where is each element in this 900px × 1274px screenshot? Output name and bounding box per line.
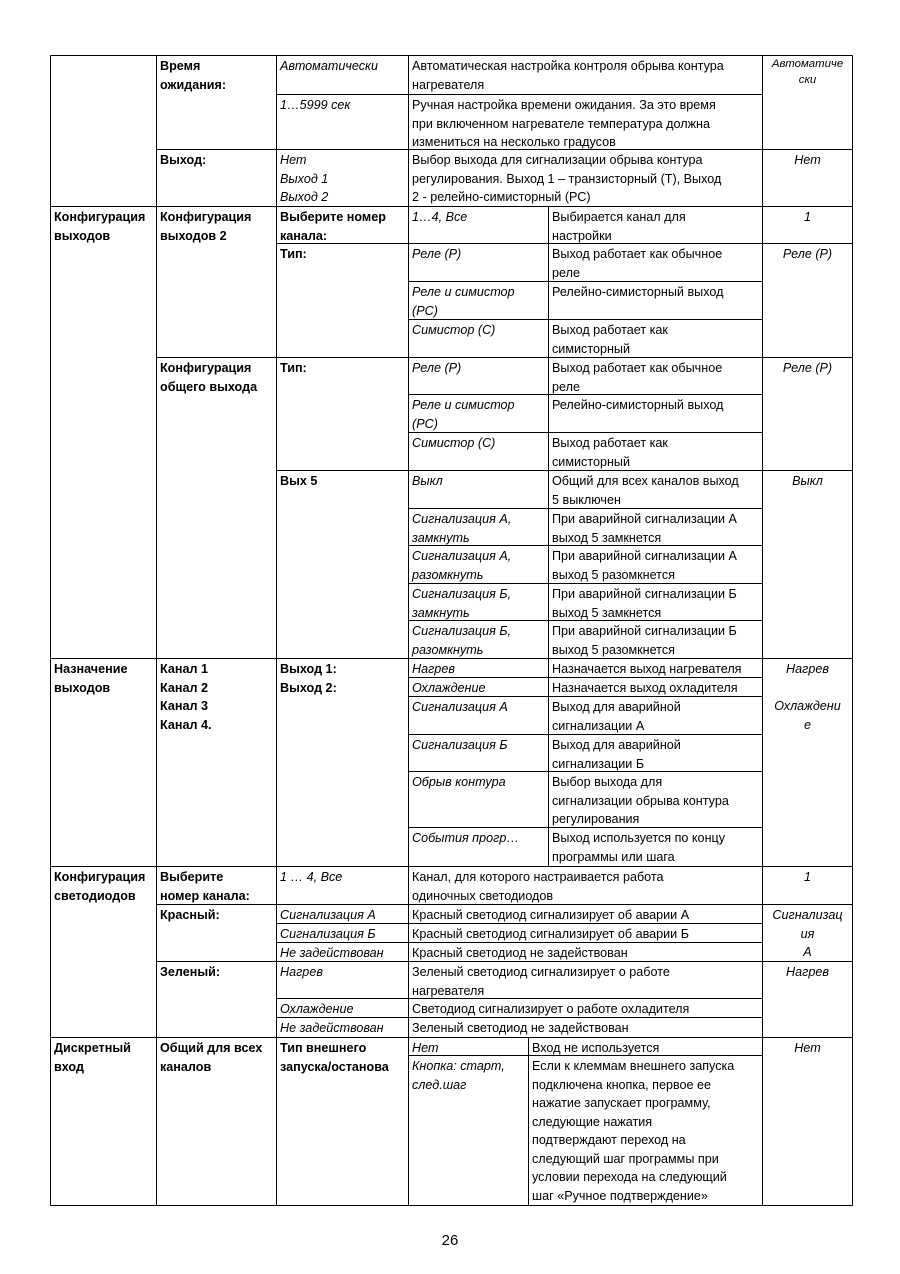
table-cell: Тип: bbox=[280, 361, 307, 375]
table-cell: Нагрев bbox=[280, 965, 323, 979]
table-cell: Охлаждение bbox=[412, 681, 486, 695]
table-cell: Нагрев Охлаждени е bbox=[774, 662, 841, 732]
table-cell: Ручная настройка времени ожидания. За это время при включенном нагревателе температура должна измениться на несколько градусов bbox=[412, 98, 716, 149]
table-cell: Релейно-симисторный выход bbox=[552, 285, 724, 299]
table-cell: Нет Выход 1 Выход 2 bbox=[280, 153, 329, 204]
table-cell: Релейно-симисторный выход bbox=[552, 398, 724, 412]
table-cell: Выход работает как симисторный bbox=[552, 436, 668, 469]
table-cell: Нет bbox=[794, 1041, 821, 1055]
page-number: 26 bbox=[441, 1232, 459, 1249]
table-cell: Кнопка: старт, след.шаг bbox=[412, 1059, 505, 1092]
table-cell: Тип: bbox=[280, 247, 307, 261]
table-cell: Симистор (С) bbox=[412, 436, 496, 450]
table-cell: 1 … 4, Все bbox=[280, 870, 343, 884]
table-cell: При аварийной сигнализации Б выход 5 замкнется bbox=[552, 587, 737, 620]
table-cell: Сигнализация Б, разомкнуть bbox=[412, 624, 512, 657]
table-cell: Выход 1: Выход 2: bbox=[280, 662, 337, 695]
table-cell: Сигнализация А bbox=[412, 700, 508, 714]
table-cell: 1 bbox=[803, 870, 811, 884]
table-cell: Выход работает как обычное реле bbox=[552, 361, 723, 394]
table-cell: 1…4, Все bbox=[412, 210, 468, 224]
table-cell: Назначается выход нагревателя bbox=[552, 662, 742, 676]
table-cell: При аварийной сигнализации А выход 5 замкнется bbox=[552, 512, 737, 545]
table-cell: Автоматически bbox=[280, 59, 378, 73]
table-cell: Обрыв контура bbox=[412, 775, 506, 789]
table-cell: Красный светодиод сигнализирует об аварии Б bbox=[412, 927, 689, 941]
table-cell: Сигнализац ия А bbox=[772, 908, 843, 959]
table-cell: Нагрев bbox=[786, 965, 829, 979]
table-cell: При аварийной сигнализации А выход 5 разомкнется bbox=[552, 549, 737, 582]
table-cell: Выкл bbox=[412, 474, 443, 488]
table-cell: Время ожидания: bbox=[160, 59, 227, 92]
table-cell: Выбор выхода для сигнализации обрыва контура регулирования bbox=[552, 775, 729, 826]
table-cell: Светодиод сигнализирует о работе охладителя bbox=[412, 1002, 690, 1016]
table-cell: Сигнализация А, замкнуть bbox=[412, 512, 512, 545]
table-cell: События прогр… bbox=[412, 831, 519, 845]
table-cell: Не задействован bbox=[280, 946, 384, 960]
table-cell: Если к клеммам внешнего запуска подключена кнопка, первое ее нажатие запускает программу, следующие нажатия подтверждают переход на следующий шаг программы при условии перехода на следующий шаг «Ручное подтверждение» bbox=[532, 1059, 735, 1203]
table-cell: Сигнализация А bbox=[280, 908, 376, 922]
table-cell: Выберите номер канала: bbox=[280, 210, 386, 243]
table-cell: Выбор выхода для сигнализации обрыва контура регулирования. Выход 1 – транзисторный (Т), Выход 2 - релейно-симисторный (РС) bbox=[412, 153, 722, 204]
table-cell: Конфигурация общего выхода bbox=[160, 361, 258, 394]
table-cell: Сигнализация Б bbox=[412, 738, 508, 752]
table-cell: Конфигурация светодиодов bbox=[54, 870, 146, 903]
table-cell: При аварийной сигнализации Б выход 5 разомкнется bbox=[552, 624, 737, 657]
table-cell: Зеленый светодиод сигнализирует о работе нагревателя bbox=[412, 965, 670, 998]
table-cell: Реле и симистор (РС) bbox=[412, 398, 515, 431]
table-cell: Красный светодиод сигнализирует об аварии А bbox=[412, 908, 690, 922]
table-cell: Выход: bbox=[160, 153, 207, 167]
table-cell: Нагрев bbox=[412, 662, 455, 676]
table-cell: Не задействован bbox=[280, 1021, 384, 1035]
table-cell: Канал 1 Канал 2 Канал 3 Канал 4. bbox=[160, 662, 212, 732]
table-cell: Автоматическая настройка контроля обрыва контура нагревателя bbox=[412, 59, 724, 92]
table-cell: Тип внешнего запуска/останова bbox=[280, 1041, 389, 1074]
table-cell: Конфигурация выходов bbox=[54, 210, 146, 243]
table-cell: Вых 5 bbox=[280, 474, 318, 488]
table-cell: Автоматиче ски bbox=[771, 58, 844, 86]
table-cell: Сигнализация Б bbox=[280, 927, 376, 941]
table-cell: Реле (Р) bbox=[412, 247, 462, 261]
table-cell: Общий для всех каналов выход 5 выключен bbox=[552, 474, 739, 507]
table-cell: Зеленый светодиод не задействован bbox=[412, 1021, 629, 1035]
table-cell: Назначается выход охладителя bbox=[552, 681, 738, 695]
table-cell: Нет bbox=[412, 1041, 439, 1055]
table-cell: Реле (Р) bbox=[782, 361, 833, 375]
table-cell: Реле и симистор (РС) bbox=[412, 285, 515, 318]
table-cell: Красный светодиод не задействован bbox=[412, 946, 628, 960]
table-cell: Выберите номер канала: bbox=[160, 870, 250, 903]
table-cell: Выход для аварийной сигнализации А bbox=[552, 700, 681, 733]
table-cell: Сигнализация А, разомкнуть bbox=[412, 549, 512, 582]
table-cell: Вход не используется bbox=[532, 1041, 660, 1055]
table-cell: Дискретный вход bbox=[54, 1041, 131, 1074]
table-cell: Зеленый: bbox=[160, 965, 221, 979]
table-cell: Выход для аварийной сигнализации Б bbox=[552, 738, 681, 771]
table-cell: Общий для всех каналов bbox=[160, 1041, 263, 1074]
table-cell: Конфигурация выходов 2 bbox=[160, 210, 252, 243]
table-cell: Симистор (С) bbox=[412, 323, 496, 337]
table-cell: Реле (Р) bbox=[412, 361, 462, 375]
table-cell: Выход работает как симисторный bbox=[552, 323, 668, 356]
table-cell: Назначение выходов bbox=[54, 662, 128, 695]
table-cell: Нет bbox=[794, 153, 821, 167]
table-cell: 1 bbox=[803, 210, 811, 224]
table-cell: Выход работает как обычное реле bbox=[552, 247, 723, 280]
table-cell: Реле (Р) bbox=[782, 247, 833, 261]
table-cell: Канал, для которого настраивается работа одиночных светодиодов bbox=[412, 870, 664, 903]
table-cell: 1…5999 сек bbox=[280, 98, 351, 112]
table-cell: Выбирается канал для настройки bbox=[552, 210, 686, 243]
table-cell: Красный: bbox=[160, 908, 220, 922]
table-cell: Сигнализация Б, замкнуть bbox=[412, 587, 512, 620]
table-cell: Охлаждение bbox=[280, 1002, 354, 1016]
table-cell: Выкл bbox=[792, 474, 823, 488]
table-cell: Выход используется по концу программы или шага bbox=[552, 831, 726, 864]
